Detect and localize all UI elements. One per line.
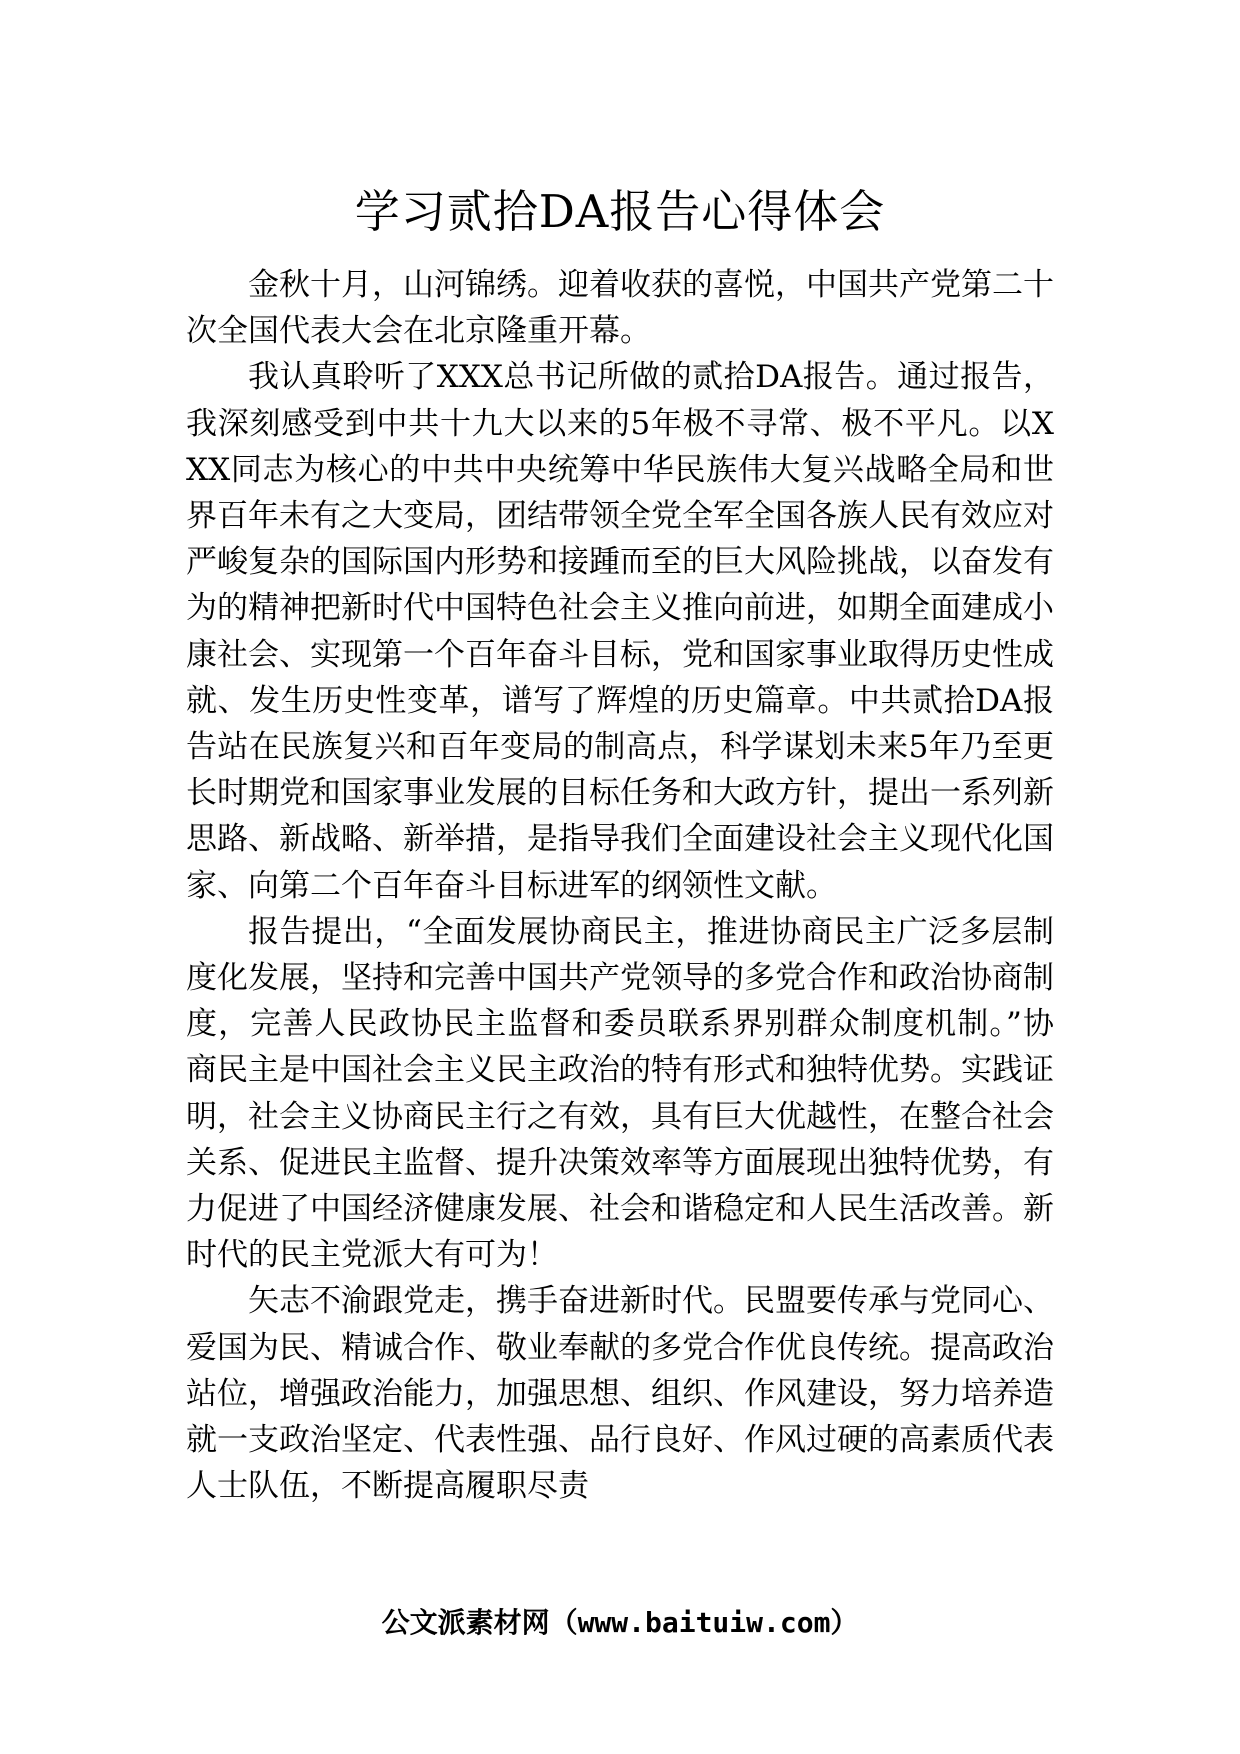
paragraph-consultative-democracy: 报告提出，“全面发展协商民主，推进协商民主广泛多层制度化发展，坚持和完善中国共产党领导的多党合作和政治协商制度，完善人民政协民主监督和委员联系界别群众制度机制。”协商民主是中国社会主义民主政治的特有形式和独特优势。实践证明，社会主义协商民主行之有效，具有巨大优越性，在整合社会关系、促进民主监督、提升决策效率等方面展现出独特优势，有力促进了中国经济健康发展、社会和谐稳定和人民生活改善。新时代的民主党派大有可为！ (186, 913, 1054, 1274)
document-body (186, 262, 1054, 1509)
paragraph-opening: 金秋十月，山河锦绣。迎着收获的喜悦，中国共产党第二十次全国代表大会在北京隆重开幕。 (186, 267, 1054, 350)
paragraph-commitment: 矢志不渝跟党走，携手奋进新时代。民盟要传承与党同心、爱国为民、精诚合作、敬业奉献的多党合作优良传统。提高政治站位，增强政治能力，加强思想、组织、作风建设，努力培养造就一支政治坚定、代表性强、品行良好、作风过硬的高素质代表人士队伍，不断提高履职尽责 (186, 1283, 1054, 1505)
document-title: 学习贰拾DA报告心得体会 (354, 185, 886, 238)
paragraph-report-summary: 我认真聆听了XXX总书记所做的贰拾DA报告。通过报告，我深刻感受到中共十九大以来的5年极不寻常、极不平凡。以XXX同志为核心的中共中央统筹中华民族伟大复兴战略全局和世界百年未有之大变局，团结带领全党全军全国各族人民有效应对严峻复杂的国际国内形势和接踵而至的巨大风险挑战，以奋发有为的精神把新时代中国特色社会主义推向前进，如期全面建成小康社会、实现第一个百年奋斗目标，党和国家事业取得历史性成就、发生历史性变革，谱写了辉煌的历史篇章。中共贰拾DA报告站在民族复兴和百年变局的制高点，科学谋划未来5年乃至更长时期党和国家事业发展的目标任务和大政方针，提出一系列新思路、新战略、新举措，是指导我们全面建设社会主义现代化国家、向第二个百年奋斗目标进军的纲领性文献。 (186, 359, 1054, 904)
footer-source-watermark: 公文派素材网（www.baituiw.com） (381, 1606, 859, 1639)
